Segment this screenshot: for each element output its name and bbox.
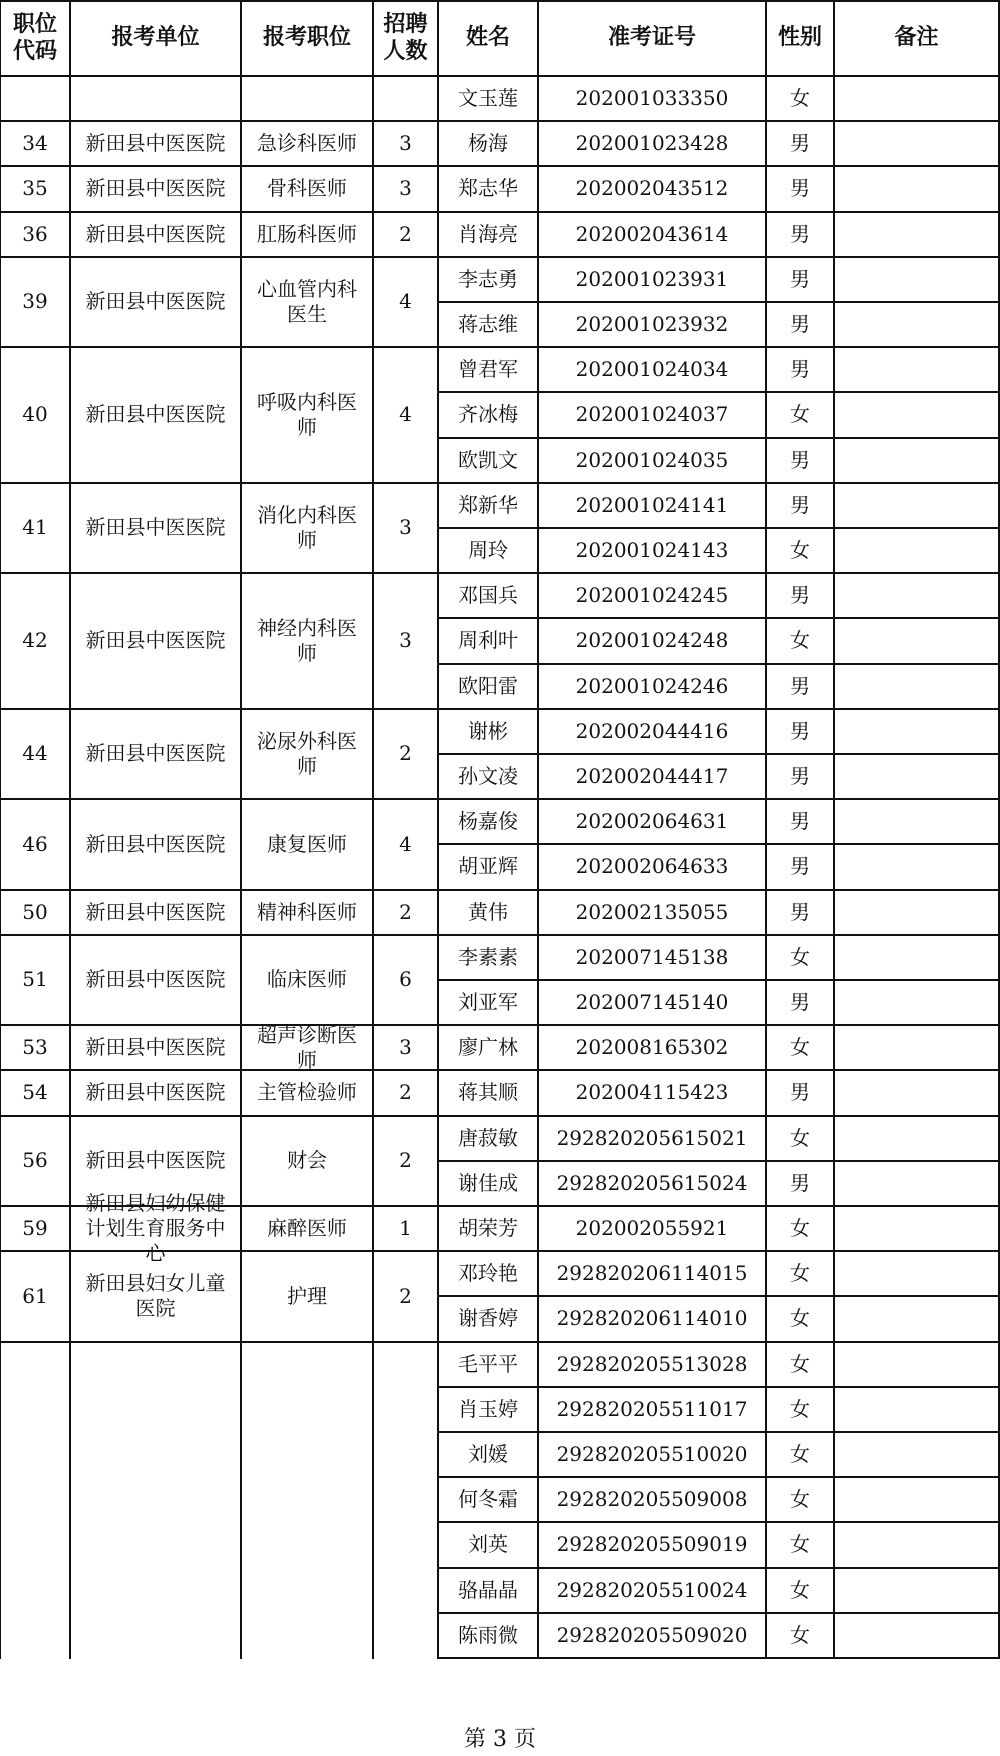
candidate-gender: 女 [790, 1442, 810, 1467]
position-code: 36 [22, 221, 48, 246]
admission-ticket-number: 202001024143 [575, 538, 729, 563]
candidate-gender: 女 [790, 1487, 810, 1512]
candidate-gender: 男 [790, 583, 810, 608]
remark-cell [834, 1116, 999, 1161]
candidate-name: 欧凯文 [458, 447, 518, 472]
candidate-name: 邓国兵 [458, 583, 518, 608]
candidate-gender: 男 [790, 854, 810, 879]
hiring-quota: 2 [399, 221, 412, 246]
candidate-name: 杨嘉俊 [458, 809, 518, 834]
remark-cell [834, 618, 999, 663]
position-code: 51 [22, 967, 48, 992]
admission-ticket-number: 202002043512 [575, 176, 729, 201]
admission-ticket-number: 202001024035 [575, 447, 729, 472]
employer-unit: 新田县中医医院 [85, 176, 226, 201]
employer-unit: 新田县中医医院 [85, 402, 226, 427]
remark-cell [834, 166, 999, 211]
remark-cell [834, 1613, 999, 1658]
page-number: 第 3 页 [464, 1727, 536, 1752]
candidate-name: 蒋其顺 [458, 1080, 518, 1105]
candidate-name: 周利叶 [458, 628, 518, 653]
position-code: 42 [22, 628, 48, 653]
remark-cell [834, 1070, 999, 1115]
candidate-name: 郑志华 [458, 176, 518, 201]
employer-unit: 新田县中医医院 [85, 1080, 226, 1105]
remark-cell [834, 844, 999, 889]
job-position: 泌尿外科医 师 [257, 728, 357, 778]
admission-ticket-number: 202008165302 [575, 1035, 729, 1060]
position-code: 40 [22, 402, 48, 427]
job-position: 神经内科医 师 [257, 615, 357, 665]
candidate-gender: 男 [790, 673, 810, 698]
position-code: 35 [22, 176, 48, 201]
employer-unit: 新田县中医医院 [85, 628, 226, 653]
hiring-quota: 3 [399, 515, 412, 540]
candidate-gender: 男 [790, 447, 810, 472]
candidate-gender: 女 [790, 1216, 810, 1241]
admission-ticket-number: 202001024248 [575, 628, 729, 653]
candidate-gender: 男 [790, 809, 810, 834]
remark-cell [834, 1342, 999, 1387]
hiring-quota: 6 [399, 967, 412, 992]
hiring-quota: 2 [399, 899, 412, 924]
hiring-quota: 2 [399, 741, 412, 766]
hiring-quota: 3 [399, 1035, 412, 1060]
header-name: 姓名 [465, 25, 510, 51]
job-position: 财会 [287, 1148, 327, 1173]
candidate-gender: 男 [790, 764, 810, 789]
job-position: 麻醉医师 [267, 1216, 347, 1241]
candidate-name: 蒋志维 [458, 312, 518, 337]
admission-ticket-number: 292820205511017 [556, 1396, 748, 1421]
employer-unit: 新田县妇幼保健 计划生育服务中 心 [85, 1191, 226, 1266]
candidate-gender: 男 [790, 176, 810, 201]
table-rule [69, 0, 71, 1659]
employer-unit: 新田县中医医院 [85, 1035, 226, 1060]
candidate-gender: 女 [790, 628, 810, 653]
position-code: 56 [22, 1148, 48, 1173]
admission-ticket-number: 202002064631 [575, 809, 729, 834]
remark-cell [834, 438, 999, 483]
candidate-gender: 女 [790, 86, 810, 111]
candidate-name: 刘英 [468, 1532, 508, 1557]
hiring-quota: 4 [399, 402, 412, 427]
admission-ticket-number: 202002055921 [575, 1216, 729, 1241]
candidate-name: 李素素 [458, 944, 518, 969]
remark-cell [834, 890, 999, 935]
candidate-gender: 女 [790, 944, 810, 969]
header-remark: 备注 [894, 25, 939, 51]
candidate-gender: 女 [790, 1532, 810, 1557]
job-position: 超声诊断医 师 [257, 1022, 357, 1072]
candidate-gender: 女 [790, 1396, 810, 1421]
admission-ticket-number: 202001023932 [575, 312, 729, 337]
candidate-name: 谢香婷 [458, 1306, 518, 1331]
position-code: 53 [22, 1035, 48, 1060]
employer-unit: 新田县中医医院 [85, 831, 226, 856]
header-quota: 招聘 人数 [383, 11, 428, 64]
table-rule [833, 0, 835, 1659]
position-code: 41 [22, 515, 48, 540]
remark-cell [834, 1522, 999, 1567]
admission-ticket-number: 292820205510020 [556, 1442, 748, 1467]
job-position: 骨科医师 [267, 176, 347, 201]
admission-ticket-number: 202001024141 [575, 492, 729, 517]
remark-cell [834, 1251, 999, 1296]
remark-cell [834, 1568, 999, 1613]
table-rule [240, 0, 242, 1659]
job-position [241, 76, 373, 121]
admission-ticket-number: 202004115423 [575, 1080, 729, 1105]
position-code: 46 [22, 831, 48, 856]
job-position: 呼吸内科医 师 [257, 389, 357, 439]
candidate-gender: 女 [790, 1351, 810, 1376]
admission-ticket-number: 292820205615021 [556, 1125, 748, 1150]
remark-cell [834, 664, 999, 709]
header-unit: 报考单位 [111, 25, 200, 51]
job-position: 护理 [287, 1283, 327, 1308]
candidate-name: 廖广林 [458, 1035, 518, 1060]
candidate-name: 胡荣芳 [458, 1216, 518, 1241]
header-gender: 性别 [777, 25, 822, 51]
employer-unit: 新田县中医医院 [85, 1148, 226, 1173]
admission-ticket-number: 202001024037 [575, 402, 729, 427]
hiring-quota [373, 76, 438, 121]
hiring-quota: 3 [399, 628, 412, 653]
candidate-gender: 男 [790, 1170, 810, 1195]
employer-unit: 新田县中医医院 [85, 899, 226, 924]
candidate-name: 刘亚军 [458, 990, 518, 1015]
remark-cell [834, 1025, 999, 1070]
admission-ticket-number: 292820205509020 [556, 1622, 748, 1647]
admission-ticket-number: 202002044417 [575, 764, 729, 789]
employer-unit: 新田县中医医院 [85, 289, 226, 314]
employer-unit: 新田县中医医院 [85, 967, 226, 992]
candidate-gender: 男 [790, 221, 810, 246]
candidate-gender: 女 [790, 1125, 810, 1150]
table-rule [438, 1657, 999, 1659]
job-position: 临床医师 [267, 967, 347, 992]
position-code: 59 [22, 1216, 48, 1241]
position-code: 34 [22, 131, 48, 156]
admission-ticket-number: 202002064633 [575, 854, 729, 879]
position-code: 50 [22, 899, 48, 924]
table-rule [0, 0, 1, 1659]
candidate-name: 唐菽敏 [458, 1125, 518, 1150]
candidate-gender: 女 [790, 1622, 810, 1647]
candidate-gender: 女 [790, 1035, 810, 1060]
table-rule [537, 0, 539, 1659]
header-ticket: 准考证号 [607, 25, 696, 51]
admission-ticket-number: 202001033350 [575, 86, 729, 111]
admission-ticket-number: 292820205509008 [556, 1487, 748, 1512]
remark-cell [834, 1161, 999, 1206]
candidate-name: 文玉莲 [458, 86, 518, 111]
remark-cell [834, 1477, 999, 1522]
job-position: 急诊科医师 [257, 131, 357, 156]
candidate-gender: 男 [790, 899, 810, 924]
admission-ticket-number: 292820205510024 [556, 1577, 748, 1602]
candidate-name: 胡亚辉 [458, 854, 518, 879]
job-position: 康复医师 [267, 831, 347, 856]
remark-cell [834, 257, 999, 302]
candidate-name: 周玲 [468, 538, 508, 563]
candidate-gender: 女 [790, 538, 810, 563]
hiring-quota: 3 [399, 131, 412, 156]
candidate-name: 邓玲艳 [458, 1261, 518, 1286]
employer-unit: 新田县中医医院 [85, 741, 226, 766]
employer-unit [70, 76, 241, 121]
job-position: 主管检验师 [257, 1080, 357, 1105]
admission-ticket-number: 202001023931 [575, 266, 729, 291]
admission-ticket-number: 292820206114010 [556, 1306, 748, 1331]
candidate-name: 肖海亮 [458, 221, 518, 246]
hiring-quota: 2 [399, 1283, 412, 1308]
admission-ticket-number: 202001023428 [575, 131, 729, 156]
candidate-gender: 男 [790, 357, 810, 382]
candidate-gender: 女 [790, 402, 810, 427]
job-position: 心血管内科 医生 [257, 276, 357, 326]
remark-cell [834, 980, 999, 1025]
remark-cell [834, 573, 999, 618]
candidate-name: 陈雨微 [458, 1622, 518, 1647]
employer-unit: 新田县妇女儿童 医院 [85, 1271, 226, 1321]
candidate-name: 杨海 [468, 131, 508, 156]
remark-cell [834, 799, 999, 844]
admission-ticket-number: 292820205509019 [556, 1532, 748, 1557]
hiring-quota: 3 [399, 176, 412, 201]
remark-cell [834, 1432, 999, 1477]
header-position: 报考职位 [262, 25, 351, 51]
remark-cell [834, 754, 999, 799]
table-rule [765, 0, 767, 1659]
remark-cell [834, 212, 999, 257]
employer-unit: 新田县中医医院 [85, 131, 226, 156]
admission-ticket-number: 202007145140 [575, 990, 729, 1015]
remark-cell [834, 76, 999, 121]
employer-unit: 新田县中医医院 [85, 221, 226, 246]
position-code: 61 [22, 1283, 48, 1308]
remark-cell [834, 121, 999, 166]
remark-cell [834, 709, 999, 754]
table-rule [437, 0, 439, 1659]
table-rule [0, 0, 999, 2]
admission-ticket-number: 202001024034 [575, 357, 729, 382]
candidate-name: 齐冰梅 [458, 402, 518, 427]
candidate-name: 谢佳成 [458, 1170, 518, 1195]
admission-ticket-number: 292820206114015 [556, 1261, 748, 1286]
position-code: 44 [22, 741, 48, 766]
job-position: 肛肠科医师 [257, 221, 357, 246]
candidate-gender: 女 [790, 1577, 810, 1602]
job-position: 精神科医师 [257, 899, 357, 924]
candidate-name: 郑新华 [458, 492, 518, 517]
candidate-gender: 男 [790, 266, 810, 291]
admission-ticket-number: 202002043614 [575, 221, 729, 246]
candidate-gender: 男 [790, 718, 810, 743]
candidate-name: 毛平平 [458, 1351, 518, 1376]
remark-cell [834, 302, 999, 347]
remark-cell [834, 483, 999, 528]
candidate-gender: 男 [790, 1080, 810, 1105]
hiring-quota: 4 [399, 831, 412, 856]
admission-ticket-number: 202002044416 [575, 718, 729, 743]
candidate-gender: 男 [790, 492, 810, 517]
candidate-name: 李志勇 [458, 266, 518, 291]
candidate-name: 何冬霜 [458, 1487, 518, 1512]
candidate-name: 黄伟 [468, 899, 508, 924]
admission-ticket-number: 202002135055 [575, 899, 729, 924]
candidate-name: 骆晶晶 [458, 1577, 518, 1602]
candidate-name: 谢彬 [468, 718, 508, 743]
position-code: 54 [22, 1080, 48, 1105]
position-code [0, 76, 70, 121]
candidate-name: 欧阳雷 [458, 673, 518, 698]
candidate-name: 肖玉婷 [458, 1396, 518, 1421]
candidate-gender: 男 [790, 131, 810, 156]
candidate-gender: 女 [790, 1261, 810, 1286]
candidate-name: 曾君军 [458, 357, 518, 382]
admission-ticket-number: 292820205615024 [556, 1170, 748, 1195]
candidate-name: 刘媛 [468, 1442, 508, 1467]
remark-cell [834, 1296, 999, 1341]
position-code: 39 [22, 289, 48, 314]
candidate-gender: 男 [790, 312, 810, 337]
header-code: 职位 代码 [12, 11, 57, 64]
remark-cell [834, 1206, 999, 1251]
candidate-gender: 女 [790, 1306, 810, 1331]
remark-cell [834, 935, 999, 980]
remark-cell [834, 392, 999, 437]
hiring-quota: 1 [399, 1216, 412, 1241]
admission-ticket-number: 202007145138 [575, 944, 729, 969]
remark-cell [834, 1387, 999, 1432]
candidate-gender: 男 [790, 990, 810, 1015]
hiring-quota: 2 [399, 1080, 412, 1105]
admission-ticket-number: 292820205513028 [556, 1351, 748, 1376]
hiring-quota: 4 [399, 289, 412, 314]
employer-unit: 新田县中医医院 [85, 515, 226, 540]
table-rule [372, 0, 374, 1659]
remark-cell [834, 528, 999, 573]
hiring-quota: 2 [399, 1148, 412, 1173]
job-position: 消化内科医 师 [257, 502, 357, 552]
admission-ticket-number: 202001024245 [575, 583, 729, 608]
candidate-name: 孙文凌 [458, 764, 518, 789]
admission-ticket-number: 202001024246 [575, 673, 729, 698]
remark-cell [834, 347, 999, 392]
